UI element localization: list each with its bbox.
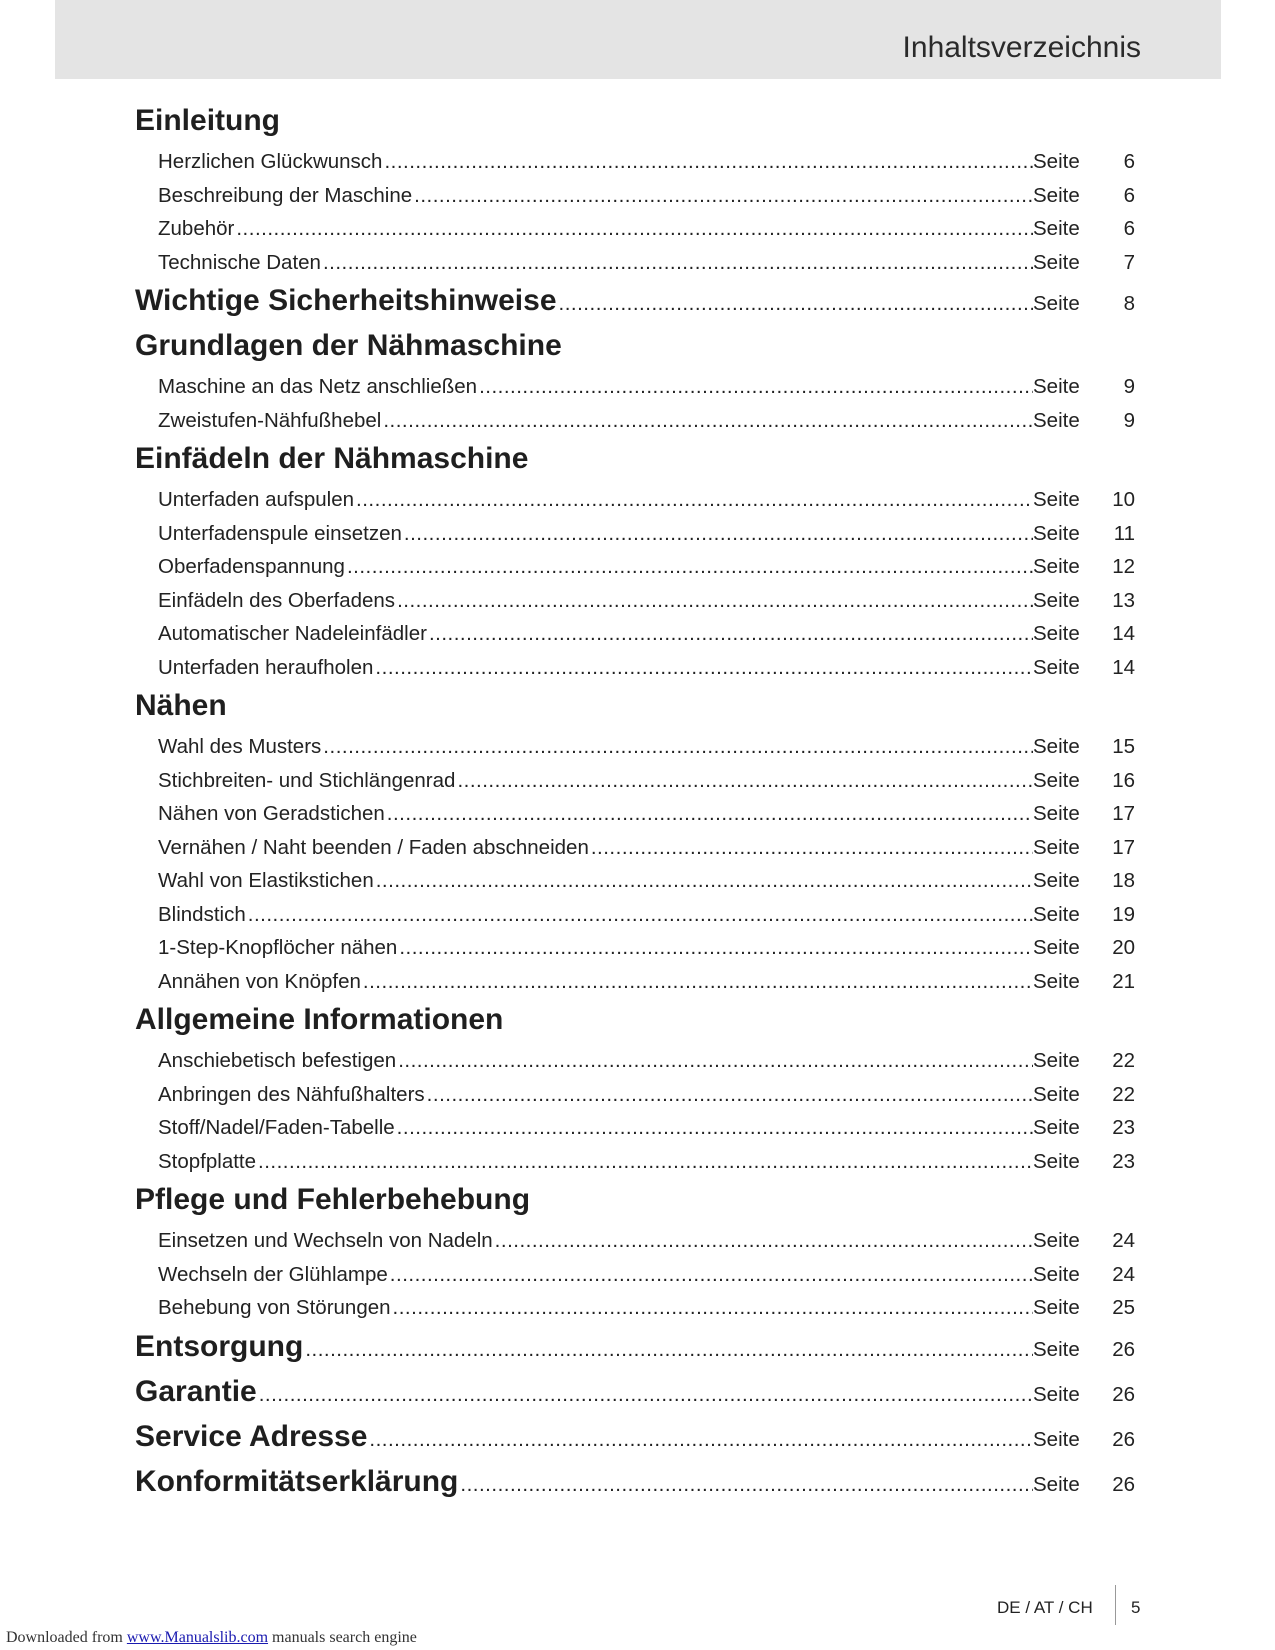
toc-entry[interactable] — [135, 1296, 1135, 1330]
page-label: Seite — [1033, 292, 1080, 315]
toc-entry-title: Technische Daten — [158, 250, 321, 274]
page-label: Seite — [1033, 1229, 1080, 1252]
dot-leader — [236, 217, 1033, 241]
page-label: Seite — [1033, 183, 1080, 207]
dot-leader — [479, 375, 1033, 399]
page-label: Seite — [1033, 1049, 1080, 1072]
page-number: 22 — [1112, 1049, 1135, 1072]
dot-leader — [347, 555, 1033, 579]
dot-leader — [258, 1150, 1033, 1174]
toc-heading: Allgemeine Informationen — [135, 1003, 504, 1036]
toc-entry-title: Automatischer Nadeleinfädler — [158, 622, 427, 645]
page-number: 14 — [1112, 655, 1135, 679]
toc-entry-title: Stichbreiten- und Stichlängenrad — [158, 768, 456, 792]
dot-leader — [390, 1263, 1033, 1287]
page-label: Seite — [1033, 969, 1080, 993]
toc-entry-title: Wahl des Musters — [158, 735, 322, 758]
toc-section — [135, 442, 1135, 689]
toc-entry-title: Blindstich — [158, 902, 246, 926]
dot-leader — [363, 970, 1033, 994]
toc-entry-title: Beschreibung der Maschine — [158, 183, 413, 207]
page-number: 26 — [1112, 1427, 1135, 1451]
page-number: 17 — [1112, 835, 1135, 859]
toc-entry[interactable] — [135, 251, 1135, 285]
toc-heading-row[interactable] — [135, 1183, 1135, 1229]
toc-entry[interactable] — [135, 555, 1135, 589]
page-label: Seite — [1033, 250, 1080, 274]
page-number: 26 — [1112, 1382, 1135, 1406]
dot-leader — [376, 869, 1033, 893]
toc-entry[interactable] — [135, 150, 1135, 184]
page-label: Seite — [1033, 835, 1080, 859]
page-label: Seite — [1033, 902, 1080, 926]
toc-entry[interactable] — [135, 656, 1135, 690]
toc-entry[interactable] — [135, 936, 1135, 970]
page-label: Seite — [1033, 217, 1080, 240]
page-number: 13 — [1112, 588, 1135, 612]
toc-entry-title: Maschine an das Netz anschließen — [158, 375, 478, 398]
dot-leader — [414, 184, 1033, 208]
footer-page-number: 5 — [1131, 1598, 1141, 1617]
toc-entry[interactable] — [135, 869, 1135, 903]
toc-heading: Konformitätserklärung — [135, 1464, 459, 1498]
toc-section — [135, 104, 1135, 284]
page-number: 6 — [1123, 183, 1135, 207]
toc-entry[interactable] — [135, 622, 1135, 656]
toc-heading: Entsorgung — [135, 1329, 304, 1363]
toc-heading: Einleitung — [135, 104, 280, 137]
toc-entry-title: Anbringen des Nähfußhalters — [158, 1082, 425, 1106]
toc-section — [135, 1420, 1135, 1465]
dot-leader — [375, 656, 1033, 680]
toc-entry-title: Oberfadenspannung — [158, 555, 345, 578]
page-label: Seite — [1033, 1082, 1080, 1106]
toc-entry-title: Zubehör — [158, 217, 235, 240]
page-number: 8 — [1123, 292, 1135, 315]
dot-leader — [383, 409, 1033, 433]
toc-heading: Service Adresse — [135, 1419, 368, 1453]
toc-entry[interactable] — [135, 1116, 1135, 1150]
page-label: Seite — [1033, 735, 1080, 758]
page-label: Seite — [1033, 1382, 1080, 1406]
page-label: Seite — [1033, 655, 1080, 679]
toc-entry-title: Einfädeln des Oberfadens — [158, 588, 396, 612]
page-number: 23 — [1112, 1149, 1135, 1173]
toc-section — [135, 689, 1135, 1003]
toc-entry[interactable] — [135, 522, 1135, 556]
dot-leader — [429, 622, 1033, 646]
page-label: Seite — [1033, 408, 1080, 432]
page-label: Seite — [1033, 802, 1080, 825]
page-number: 19 — [1112, 902, 1135, 926]
footer-divider — [1115, 1585, 1116, 1625]
toc-entry-title: Einsetzen und Wechseln von Nadeln — [158, 1229, 493, 1252]
dot-leader — [356, 488, 1033, 512]
toc-entry[interactable] — [135, 488, 1135, 522]
page-number: 20 — [1112, 936, 1135, 959]
dot-leader — [460, 1473, 1033, 1497]
toc-heading: Pflege und Fehlerbehebung — [135, 1183, 531, 1216]
toc-entry[interactable] — [135, 589, 1135, 623]
dot-leader — [591, 836, 1033, 860]
toc-entry-title: 1-Step-Knopflöcher nähen — [158, 936, 398, 959]
toc-entry-title: Stoff/Nadel/Faden-Tabelle — [158, 1116, 395, 1139]
toc-entry-title: Unterfadenspule einsetzen — [158, 521, 402, 545]
page-number: 22 — [1112, 1082, 1135, 1106]
page-label: Seite — [1033, 622, 1080, 645]
dot-leader — [369, 1428, 1033, 1452]
toc-entry[interactable] — [135, 1229, 1135, 1263]
page-number: 6 — [1123, 217, 1135, 240]
page-number: 6 — [1123, 150, 1135, 173]
footer-language: DE / AT / CH — [997, 1598, 1093, 1617]
page-number: 11 — [1113, 521, 1135, 545]
toc-entry-title: Wahl von Elastikstichen — [158, 869, 374, 892]
toc-heading: Garantie — [135, 1374, 257, 1408]
toc-entry[interactable] — [135, 409, 1135, 443]
page-label: Seite — [1033, 1116, 1080, 1139]
page-label: Seite — [1033, 521, 1080, 545]
dot-leader — [427, 1083, 1033, 1107]
page-number: 15 — [1112, 735, 1135, 758]
toc-heading-row[interactable] — [135, 1465, 1135, 1510]
page-title: Inhaltsverzeichnis — [902, 31, 1141, 64]
page-label: Seite — [1033, 488, 1080, 511]
dot-leader — [393, 1296, 1033, 1320]
page-number: 9 — [1123, 375, 1135, 398]
dot-leader — [397, 589, 1033, 613]
dot-leader — [387, 802, 1033, 826]
toc-heading-row[interactable] — [135, 1330, 1135, 1375]
toc-heading-row[interactable] — [135, 442, 1135, 488]
header-bar — [55, 0, 1221, 79]
toc-entry-title: Stopfplatte — [158, 1149, 257, 1173]
page-label: Seite — [1033, 555, 1080, 578]
page-number: 7 — [1123, 250, 1135, 274]
dot-leader — [323, 735, 1033, 759]
page-label: Seite — [1033, 150, 1080, 173]
page-number: 17 — [1112, 802, 1135, 825]
toc-entry-title: Unterfaden aufspulen — [158, 488, 355, 511]
toc-entry[interactable] — [135, 1049, 1135, 1083]
manualslib-link[interactable]: www.Manualslib.com — [126, 1629, 269, 1646]
toc-entry[interactable] — [135, 903, 1135, 937]
download-prefix: Downloaded from — [6, 1629, 127, 1646]
toc-entry-title: Vernähen / Naht beenden / Faden abschneiden — [158, 835, 589, 859]
toc-entry-title: Zweistufen-Nähfußhebel — [158, 408, 382, 432]
page-number: 9 — [1123, 408, 1135, 432]
toc-section — [135, 1330, 1135, 1375]
toc-heading-row[interactable] — [135, 1420, 1135, 1465]
toc-entry[interactable] — [135, 217, 1135, 251]
page-label: Seite — [1033, 936, 1080, 959]
page-number: 18 — [1112, 869, 1135, 892]
toc-entry-title: Nähen von Geradstichen — [158, 802, 385, 825]
page-number: 24 — [1112, 1262, 1135, 1286]
toc-section — [135, 1465, 1135, 1510]
page-number: 23 — [1112, 1116, 1135, 1139]
toc-heading: Grundlagen der Nähmaschine — [135, 329, 562, 362]
toc-heading-row[interactable] — [135, 689, 1135, 735]
page-number: 26 — [1112, 1472, 1135, 1496]
page-label: Seite — [1033, 1427, 1080, 1451]
page-label: Seite — [1033, 588, 1080, 612]
page-number: 12 — [1112, 555, 1135, 578]
dot-leader — [399, 936, 1033, 960]
download-suffix: manuals search engine — [268, 1629, 417, 1646]
toc-heading: Einfädeln der Nähmaschine — [135, 442, 529, 475]
toc-section — [135, 329, 1135, 442]
dot-leader — [305, 1338, 1033, 1362]
dot-leader — [397, 1116, 1033, 1140]
page-number: 16 — [1112, 768, 1135, 792]
toc-heading-row[interactable] — [135, 1375, 1135, 1420]
page-number: 14 — [1112, 622, 1135, 645]
toc-entry-title: Anschiebetisch befestigen — [158, 1049, 397, 1072]
dot-leader — [398, 1049, 1033, 1073]
toc-entry-title: Behebung von Störungen — [158, 1296, 391, 1319]
toc-entry[interactable] — [135, 836, 1135, 870]
download-note — [6, 1629, 417, 1647]
toc-entry-title: Wechseln der Glühlampe — [158, 1262, 388, 1286]
page-number: 26 — [1112, 1337, 1135, 1361]
toc-entry[interactable] — [135, 735, 1135, 769]
toc-entry[interactable] — [135, 1263, 1135, 1297]
page-label: Seite — [1033, 1472, 1080, 1496]
toc-entry-title: Annähen von Knöpfen — [158, 969, 361, 993]
toc-entry[interactable] — [135, 375, 1135, 409]
dot-leader — [248, 903, 1033, 927]
dot-leader — [259, 1383, 1033, 1407]
toc-section — [135, 1183, 1135, 1330]
page-label: Seite — [1033, 1337, 1080, 1361]
toc-heading: Nähen — [135, 689, 227, 722]
toc-entry[interactable] — [135, 970, 1135, 1004]
toc-heading-row[interactable] — [135, 1003, 1135, 1049]
toc-entry[interactable] — [135, 769, 1135, 803]
dot-leader — [495, 1229, 1033, 1253]
dot-leader — [384, 150, 1033, 174]
dot-leader — [323, 251, 1033, 275]
toc-entry[interactable] — [135, 1150, 1135, 1184]
toc-section — [135, 1003, 1135, 1183]
dot-leader — [559, 292, 1033, 316]
page-number: 24 — [1112, 1229, 1135, 1252]
toc-heading-row[interactable] — [135, 104, 1135, 150]
toc-entry-title: Herzlichen Glückwunsch — [158, 150, 383, 173]
toc-section — [135, 1375, 1135, 1420]
dot-leader — [457, 769, 1033, 793]
dot-leader — [404, 522, 1033, 546]
toc-entry[interactable] — [135, 184, 1135, 218]
table-of-contents — [135, 104, 1135, 1510]
toc-heading-row[interactable] — [135, 329, 1135, 375]
toc-entry-title: Unterfaden heraufholen — [158, 655, 374, 679]
toc-heading-row[interactable] — [135, 284, 1135, 329]
page-number: 10 — [1112, 488, 1135, 511]
toc-heading: Wichtige Sicherheitshinweise — [135, 284, 557, 317]
page-label: Seite — [1033, 1262, 1080, 1286]
page-label: Seite — [1033, 375, 1080, 398]
page-label: Seite — [1033, 869, 1080, 892]
toc-entry[interactable] — [135, 802, 1135, 836]
page-number: 25 — [1112, 1296, 1135, 1319]
page-label: Seite — [1033, 768, 1080, 792]
toc-entry[interactable] — [135, 1083, 1135, 1117]
page-label: Seite — [1033, 1149, 1080, 1173]
page-number: 21 — [1112, 969, 1135, 993]
toc-section — [135, 284, 1135, 329]
page-label: Seite — [1033, 1296, 1080, 1319]
